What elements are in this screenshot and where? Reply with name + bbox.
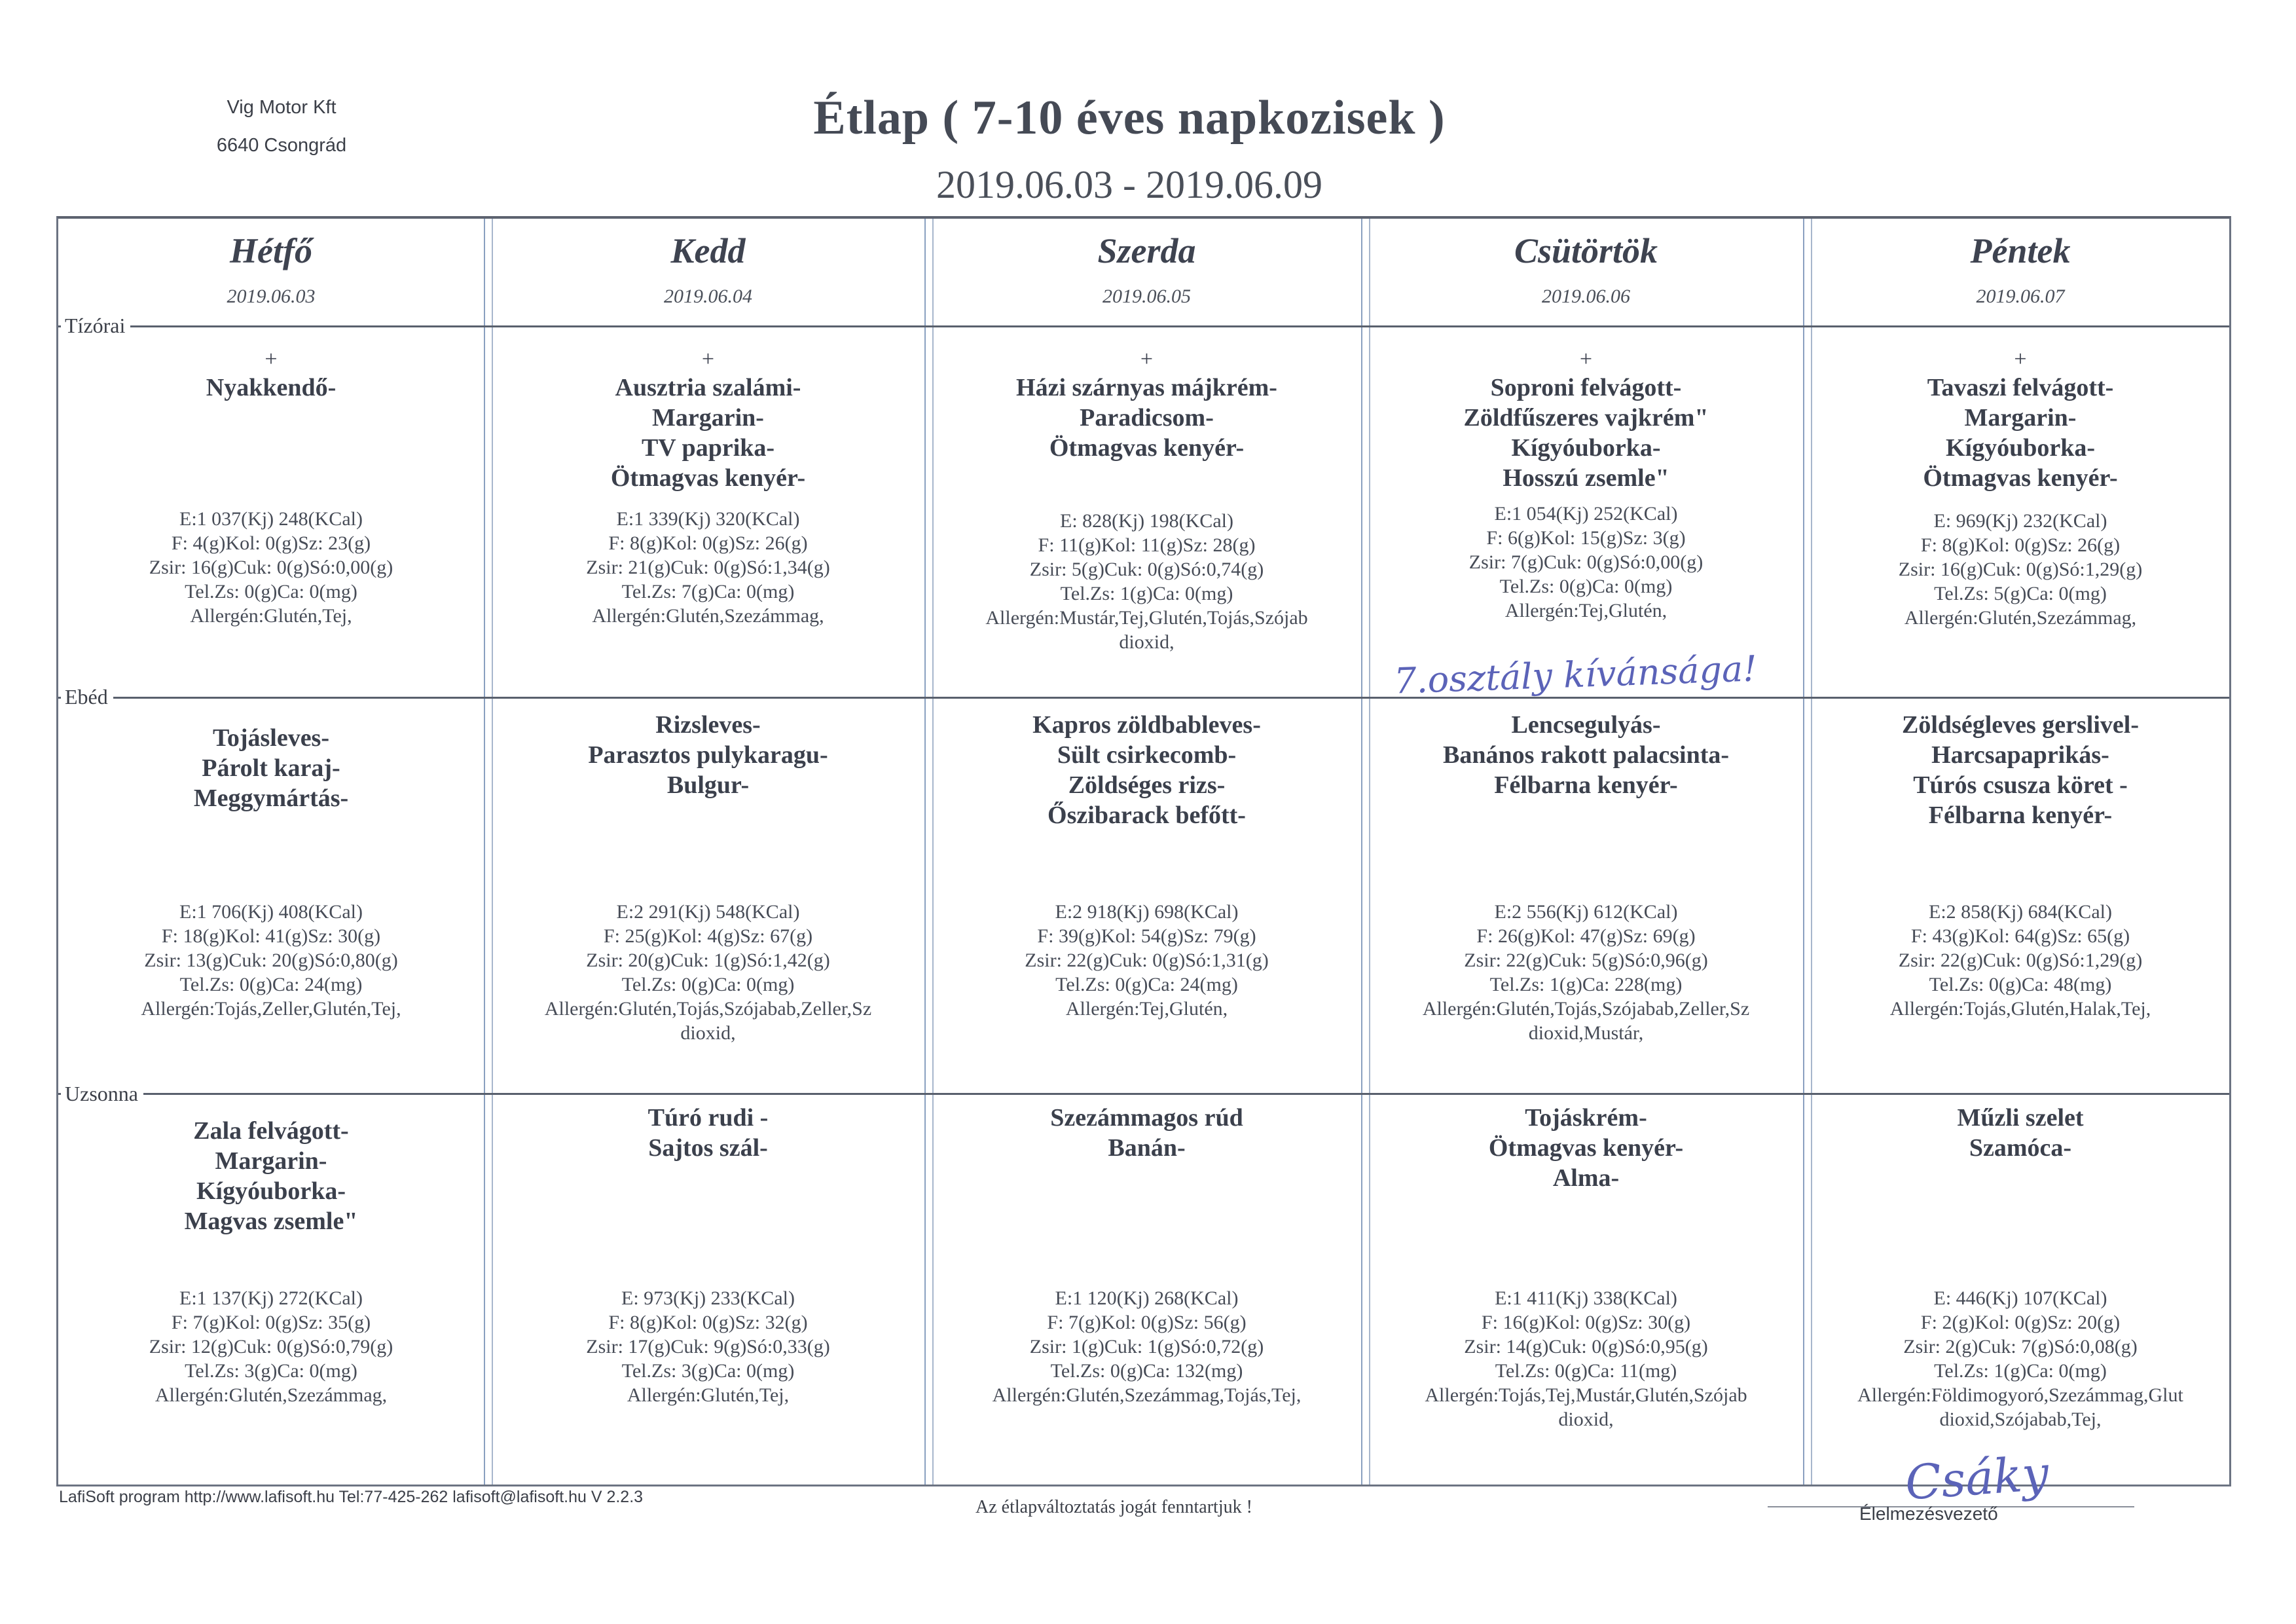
- day-date: 2019.06.07: [1976, 286, 2065, 307]
- fat-line: Zsir: 17(g)Cuk: 9(g)Só:0,33(g): [586, 1336, 830, 1357]
- food-item: Paradicsom-: [1080, 404, 1214, 432]
- meal-cell: [492, 1103, 924, 1163]
- protein-line: F: 43(g)Kol: 64(g)Sz: 65(g): [1910, 925, 2130, 947]
- food-item: Parasztos pulykaragu-: [588, 741, 828, 769]
- food-item: Margarin-: [1964, 404, 2077, 432]
- food-item: Soproni felvágott-: [1490, 374, 1682, 401]
- day-header-csutortok: [1369, 225, 1803, 308]
- nutrition-info: [1811, 509, 2230, 630]
- food-item: Ötmagvas kenyér-: [1049, 434, 1245, 462]
- satfat-line: Tel.Zs: 0(g)Ca: 0(mg): [1499, 576, 1673, 597]
- allergen-line: Allergén:Glutén,Tojás,Szójabab,Zeller,Sz: [544, 998, 872, 1020]
- meal-cell: [932, 1103, 1361, 1163]
- allergen-line-cont: dioxid,Szójabab,Tej,: [1939, 1409, 2102, 1430]
- food-item: Bulgur-: [666, 771, 750, 799]
- food-item: Kígyóuborka-: [1945, 434, 2096, 462]
- satfat-line: Tel.Zs: 1(g)Ca: 0(mg): [1060, 583, 1233, 604]
- meal-cell: [1369, 346, 1803, 493]
- menu-table: [56, 216, 2231, 1486]
- protein-line: F: 6(g)Kol: 15(g)Sz: 3(g): [1486, 527, 1686, 549]
- satfat-line: Tel.Zs: 0(g)Ca: 0(mg): [185, 581, 357, 602]
- meal-cell: [1369, 710, 1803, 800]
- fat-line: Zsir: 13(g)Cuk: 20(g)Só:0,80(g): [144, 950, 398, 971]
- allergen-line: Allergén:Földimogyoró,Szezámmag,Glut: [1857, 1384, 2183, 1406]
- meal-cell: [1811, 346, 2230, 493]
- allergen-line: Allergén:Glutén,Tojás,Szójabab,Zeller,Sz: [1422, 998, 1750, 1020]
- protein-line: F: 39(g)Kol: 54(g)Sz: 79(g): [1037, 925, 1256, 947]
- food-item: Házi szárnyas májkrém-: [1016, 374, 1277, 401]
- fat-line: Zsir: 5(g)Cuk: 0(g)Só:0,74(g): [1029, 559, 1264, 580]
- food-item: TV paprika-: [641, 434, 775, 462]
- meal-cell: [1369, 1103, 1803, 1193]
- allergen-line: Allergén:Glutén,Szezámmag,: [1904, 607, 2137, 629]
- meal-label-uzsonna: Uzsonna: [61, 1082, 143, 1106]
- satfat-line: Tel.Zs: 0(g)Ca: 48(mg): [1929, 974, 2112, 995]
- energy-line: E: 446(Kj) 107(KCal): [1933, 1287, 2107, 1309]
- energy-line: E:1 120(Kj) 268(KCal): [1055, 1287, 1239, 1309]
- day-header-kedd: [492, 225, 924, 308]
- food-item: Margarin-: [652, 404, 764, 432]
- nutrition-info: [932, 509, 1361, 654]
- food-item: Sült csirkecomb-: [1057, 741, 1237, 769]
- column-divider: [1361, 219, 1362, 1485]
- fat-line: Zsir: 2(g)Cuk: 7(g)Só:0,08(g): [1903, 1336, 2138, 1357]
- plus-icon: +: [264, 347, 278, 371]
- protein-line: F: 7(g)Kol: 0(g)Sz: 56(g): [1047, 1312, 1247, 1333]
- plus-icon: +: [701, 347, 715, 371]
- nutrition-info: [492, 900, 924, 1045]
- day-header-szerda: [932, 225, 1361, 308]
- row-divider-tizorai: [58, 325, 2229, 327]
- food-item: Párolt karaj-: [202, 754, 340, 782]
- allergen-line: Allergén:Tej,Glutén,: [1504, 600, 1667, 621]
- fat-line: Zsir: 12(g)Cuk: 0(g)Só:0,79(g): [149, 1336, 393, 1357]
- nutrition-info: [932, 900, 1361, 1021]
- nutrition-info: [1811, 900, 2230, 1021]
- energy-line: E:1 137(Kj) 272(KCal): [179, 1287, 363, 1309]
- allergen-line-cont: dioxid,: [1119, 631, 1175, 653]
- nutrition-info: [492, 507, 924, 628]
- day-date: 2019.06.03: [227, 286, 316, 307]
- plus-icon: +: [1579, 347, 1593, 371]
- food-item: Őszibarack befőtt-: [1048, 802, 1246, 829]
- energy-line: E:1 706(Kj) 408(KCal): [179, 901, 363, 923]
- column-divider: [484, 219, 485, 1485]
- meal-cell: [1811, 1103, 2230, 1163]
- food-item: Alma-: [1552, 1164, 1620, 1192]
- nutrition-info: [58, 900, 484, 1021]
- day-date: 2019.06.06: [1542, 286, 1630, 307]
- satfat-line: Tel.Zs: 1(g)Ca: 228(mg): [1489, 974, 1683, 995]
- day-name: Hétfő: [230, 231, 312, 270]
- day-name: Csütörtök: [1514, 231, 1658, 270]
- protein-line: F: 8(g)Kol: 0(g)Sz: 32(g): [608, 1312, 808, 1333]
- nutrition-info: [932, 1286, 1361, 1407]
- food-item: Szamóca-: [1969, 1134, 2072, 1162]
- food-item: Tojáskrém-: [1525, 1104, 1647, 1132]
- fat-line: Zsir: 22(g)Cuk: 0(g)Só:1,31(g): [1025, 950, 1269, 971]
- fat-line: Zsir: 1(g)Cuk: 1(g)Só:0,72(g): [1029, 1336, 1264, 1357]
- company-address: 6640 Csongrád: [216, 135, 347, 156]
- allergen-line-cont: dioxid,: [1558, 1409, 1614, 1430]
- energy-line: E:1 037(Kj) 248(KCal): [179, 508, 363, 530]
- energy-line: E:2 858(Kj) 684(KCal): [1929, 901, 2112, 923]
- day-name: Szerda: [1097, 231, 1196, 270]
- software-credit: LafiSoft program http://www.lafisoft.hu Tel:77-425-262 lafisoft@lafisoft.hu V 2.2.3: [59, 1488, 644, 1506]
- food-item: Nyakkendő-: [206, 374, 337, 401]
- day-date: 2019.06.05: [1102, 286, 1191, 307]
- food-item: Harcsapaprikás-: [1931, 741, 2109, 769]
- satfat-line: Tel.Zs: 5(g)Ca: 0(mg): [1934, 583, 2107, 604]
- food-item: Szezámmagos rúd: [1050, 1104, 1243, 1132]
- food-item: Kígyóuborka-: [196, 1177, 346, 1205]
- energy-line: E: 973(Kj) 233(KCal): [621, 1287, 795, 1309]
- day-name: Péntek: [1970, 231, 2071, 270]
- fat-line: Zsir: 7(g)Cuk: 0(g)Só:0,00(g): [1468, 551, 1704, 573]
- satfat-line: Tel.Zs: 7(g)Ca: 0(mg): [621, 581, 795, 602]
- fat-line: Zsir: 16(g)Cuk: 0(g)Só:1,29(g): [1898, 559, 2143, 580]
- nutrition-info: [1369, 1286, 1803, 1431]
- fat-line: Zsir: 22(g)Cuk: 5(g)Só:0,96(g): [1464, 950, 1708, 971]
- energy-line: E:1 339(Kj) 320(KCal): [616, 508, 800, 530]
- food-item: Félbarna kenyér-: [1494, 771, 1678, 799]
- energy-line: E:2 556(Kj) 612(KCal): [1494, 901, 1678, 923]
- satfat-line: Tel.Zs: 0(g)Ca: 24(mg): [179, 974, 363, 995]
- fat-line: Zsir: 14(g)Cuk: 0(g)Só:0,95(g): [1464, 1336, 1708, 1357]
- satfat-line: Tel.Zs: 3(g)Ca: 0(mg): [621, 1360, 795, 1382]
- food-item: Műzli szelet: [1957, 1104, 2084, 1132]
- company-name: Vig Motor Kft: [227, 97, 337, 118]
- energy-line: E: 969(Kj) 232(KCal): [1933, 510, 2107, 532]
- food-item: Ausztria szalámi-: [615, 374, 801, 401]
- food-item: Rizsleves-: [655, 711, 761, 739]
- fat-line: Zsir: 22(g)Cuk: 0(g)Só:1,29(g): [1898, 950, 2143, 971]
- protein-line: F: 16(g)Kol: 0(g)Sz: 30(g): [1481, 1312, 1691, 1333]
- nutrition-info: [492, 1286, 924, 1407]
- date-range: 2019.06.03 - 2019.06.09: [936, 163, 1322, 206]
- day-header-hetfo: [58, 225, 484, 308]
- column-divider: [1803, 219, 1804, 1485]
- protein-line: F: 25(g)Kol: 4(g)Sz: 67(g): [603, 925, 813, 947]
- energy-line: E: 828(Kj) 198(KCal): [1060, 510, 1233, 532]
- fat-line: Zsir: 16(g)Cuk: 0(g)Só:0,00(g): [149, 557, 393, 578]
- fat-line: Zsir: 20(g)Cuk: 1(g)Só:1,42(g): [586, 950, 830, 971]
- allergen-line-cont: dioxid,: [680, 1022, 736, 1044]
- meal-cell: [492, 346, 924, 493]
- allergen-line: Allergén:Glutén,Tej,: [190, 605, 352, 627]
- protein-line: F: 18(g)Kol: 41(g)Sz: 30(g): [161, 925, 381, 947]
- nutrition-info: [58, 507, 484, 628]
- plus-icon: +: [1140, 347, 1154, 371]
- meal-label-ebed: Ebéd: [61, 685, 113, 709]
- food-item: Banán-: [1108, 1134, 1186, 1162]
- food-item: Zöldfűszeres vajkrém": [1463, 404, 1709, 432]
- meal-label-tizorai: Tízórai: [61, 314, 130, 338]
- allergen-line: Allergén:Glutén,Szezámmag,: [592, 605, 824, 627]
- meal-cell: [1811, 710, 2230, 830]
- allergen-line: Allergén:Glutén,Szezámmag,: [155, 1384, 388, 1406]
- satfat-line: Tel.Zs: 0(g)Ca: 11(mg): [1495, 1360, 1677, 1382]
- allergen-line: Allergén:Tej,Glutén,: [1065, 998, 1228, 1020]
- plus-icon: +: [2014, 347, 2027, 371]
- satfat-line: Tel.Zs: 1(g)Ca: 0(mg): [1934, 1360, 2107, 1382]
- allergen-line: Allergén:Glutén,Szezámmag,Tojás,Tej,: [992, 1384, 1302, 1406]
- energy-line: E:2 291(Kj) 548(KCal): [616, 901, 800, 923]
- food-item: Sajtos szál-: [648, 1134, 768, 1162]
- allergen-line: Allergén:Tojás,Glutén,Halak,Tej,: [1889, 998, 2151, 1020]
- allergen-line: Allergén:Tojás,Zeller,Glutén,Tej,: [141, 998, 401, 1020]
- allergen-line-cont: dioxid,Mustár,: [1528, 1022, 1644, 1044]
- food-item: Lencsegulyás-: [1511, 711, 1661, 739]
- page-title: Étlap ( 7-10 éves napkozisek ): [813, 91, 1446, 145]
- nutrition-info: [1369, 502, 1803, 623]
- food-item: Kapros zöldbableves-: [1032, 711, 1261, 739]
- disclaimer: Az étlapváltoztatás jogát fenntartjuk !: [975, 1497, 1252, 1517]
- nutrition-info: [58, 1286, 484, 1407]
- food-item: Tojásleves-: [212, 724, 330, 752]
- protein-line: F: 4(g)Kol: 0(g)Sz: 23(g): [171, 532, 371, 554]
- protein-line: F: 11(g)Kol: 11(g)Sz: 28(g): [1038, 534, 1256, 556]
- column-divider: [924, 219, 926, 1485]
- meal-cell: [58, 346, 484, 403]
- food-item: Ötmagvas kenyér-: [1923, 464, 2118, 492]
- day-date: 2019.06.04: [664, 286, 752, 307]
- food-item: Margarin-: [215, 1147, 327, 1175]
- fat-line: Zsir: 21(g)Cuk: 0(g)Só:1,34(g): [586, 557, 830, 578]
- food-item: Ötmagvas kenyér-: [1488, 1134, 1684, 1162]
- handwritten-note: 7.osztály kívánsága!: [1393, 648, 1758, 702]
- signature: Csáky: [1903, 1445, 2050, 1511]
- nutrition-info: [1369, 900, 1803, 1045]
- protein-line: F: 26(g)Kol: 47(g)Sz: 69(g): [1476, 925, 1696, 947]
- satfat-line: Tel.Zs: 0(g)Ca: 132(mg): [1050, 1360, 1243, 1382]
- meal-cell: [58, 1116, 484, 1236]
- meal-cell: [492, 710, 924, 800]
- food-item: Túrós csusza köret -: [1913, 771, 2128, 799]
- nutrition-info: [1811, 1286, 2230, 1431]
- day-name: Kedd: [670, 231, 746, 270]
- energy-line: E:2 918(Kj) 698(KCal): [1055, 901, 1239, 923]
- food-item: Kígyóuborka-: [1511, 434, 1661, 462]
- signature-label: Élelmezésvezető: [1859, 1504, 1998, 1524]
- row-divider-uzsonna: [58, 1093, 2229, 1095]
- food-item: Ötmagvas kenyér-: [610, 464, 806, 492]
- food-item: Tavaszi felvágott-: [1927, 374, 2114, 401]
- protein-line: F: 7(g)Kol: 0(g)Sz: 35(g): [171, 1312, 371, 1333]
- food-item: Túró rudi -: [647, 1104, 769, 1132]
- food-item: Magvas zsemle": [184, 1208, 358, 1235]
- day-header-pentek: [1811, 225, 2230, 308]
- food-item: Félbarna kenyér-: [1928, 802, 2113, 829]
- allergen-line: Allergén:Glutén,Tej,: [627, 1384, 790, 1406]
- protein-line: F: 2(g)Kol: 0(g)Sz: 20(g): [1920, 1312, 2121, 1333]
- row-divider-ebed: [58, 697, 2229, 699]
- meal-cell: [58, 723, 484, 813]
- energy-line: E:1 054(Kj) 252(KCal): [1494, 503, 1678, 525]
- meal-cell: [932, 710, 1361, 830]
- satfat-line: Tel.Zs: 0(g)Ca: 24(mg): [1055, 974, 1238, 995]
- food-item: Zala felvágott-: [193, 1117, 349, 1145]
- food-item: Zöldségleves gerslivel-: [1902, 711, 2139, 739]
- satfat-line: Tel.Zs: 0(g)Ca: 0(mg): [621, 974, 795, 995]
- protein-line: F: 8(g)Kol: 0(g)Sz: 26(g): [608, 532, 808, 554]
- allergen-line: Allergén:Mustár,Tej,Glutén,Tojás,Szójab: [985, 607, 1308, 629]
- food-item: Zöldséges rizs-: [1068, 771, 1226, 799]
- satfat-line: Tel.Zs: 3(g)Ca: 0(mg): [185, 1360, 357, 1382]
- allergen-line: Allergén:Tojás,Tej,Mustár,Glutén,Szójab: [1425, 1384, 1747, 1406]
- protein-line: F: 8(g)Kol: 0(g)Sz: 26(g): [1920, 534, 2121, 556]
- meal-cell: [932, 346, 1361, 463]
- food-item: Banános rakott palacsinta-: [1442, 741, 1730, 769]
- food-item: Hosszú zsemle": [1503, 464, 1669, 492]
- food-item: Meggymártás-: [193, 784, 349, 812]
- energy-line: E:1 411(Kj) 338(KCal): [1495, 1287, 1677, 1309]
